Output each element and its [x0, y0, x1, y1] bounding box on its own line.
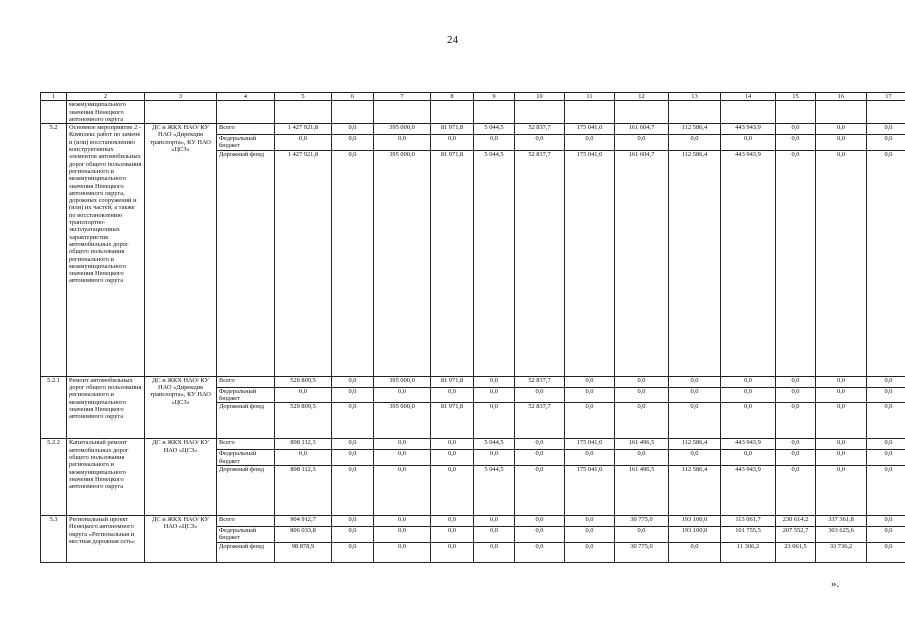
amount-cell: 5 044,5 [474, 150, 515, 376]
amount-cell: 0,0 [816, 465, 867, 515]
amount-cell: 0,0 [816, 450, 867, 466]
amount-cell: 0,0 [565, 450, 615, 466]
funding-source-cell: Федеральный бюджет [217, 387, 275, 403]
amount-cell: 30 775,0 [615, 515, 669, 526]
table-body [41, 93, 905, 563]
column-number-header: 2 [67, 93, 145, 101]
amount-cell: 0,0 [776, 439, 816, 450]
amount-cell: 81 971,8 [431, 403, 474, 439]
funding-source-cell: Дорожный фонд [217, 150, 275, 376]
continuation-code-cell [41, 101, 67, 124]
amount-cell: 175 041,0 [565, 124, 615, 135]
amount-cell: 0,0 [721, 403, 776, 439]
amount-cell: 395 000,0 [374, 376, 431, 387]
amount-cell: 0,0 [515, 439, 565, 450]
funding-source-cell: Дорожный фонд [217, 465, 275, 515]
amount-cell: 0,0 [776, 465, 816, 515]
item-name-cell: Ремонт автомобильных дорог общего пользования регионального и межмуниципального значения Ненецкого автономного округа [67, 376, 145, 439]
item-name-cell: Региональный проект Ненецкого автономного округа «Региональная и местная дорожная сеть» [67, 515, 145, 562]
column-number-header: 10 [515, 93, 565, 101]
amount-cell: 0,0 [565, 515, 615, 526]
amount-cell: 0,0 [776, 376, 816, 387]
item-name-cell: Капитальный ремонт автомобильных дорог общего пользования регионального и межмуниципального значения Ненецкого автономного округа [67, 439, 145, 516]
amount-cell: 395 000,0 [374, 124, 431, 135]
funding-source-cell: Всего [217, 515, 275, 526]
amount-cell: 0,0 [816, 387, 867, 403]
column-number-header: 16 [816, 93, 867, 101]
continuation-row [41, 101, 905, 124]
amount-cell: 0,0 [474, 515, 515, 526]
amount-cell: 0,0 [431, 542, 474, 562]
item-code-cell: 5.2 [41, 124, 67, 377]
amount-cell: 0,0 [474, 450, 515, 466]
amount-cell: 207 552,7 [776, 526, 816, 542]
amount-cell: 0,0 [332, 403, 374, 439]
column-number-header: 17 [867, 93, 905, 101]
amount-cell: 0,0 [275, 450, 332, 466]
amount-cell: 0,0 [867, 515, 905, 526]
amount-cell: 0,0 [565, 387, 615, 403]
amount-cell: 52 837,7 [515, 403, 565, 439]
amount-cell: 0,0 [374, 450, 431, 466]
amount-cell: 0,0 [867, 542, 905, 562]
amount-cell: 113 061,7 [721, 515, 776, 526]
column-number-header: 14 [721, 93, 776, 101]
amount-cell: 112 586,4 [669, 124, 721, 135]
amount-cell: 0,0 [332, 376, 374, 387]
amount-cell: 23 061,5 [776, 542, 816, 562]
funding-source-cell: Всего [217, 124, 275, 135]
amount-cell: 1 427 921,8 [275, 124, 332, 135]
amount-cell: 0,0 [474, 403, 515, 439]
amount-cell: 52 837,7 [515, 124, 565, 135]
amount-cell: 0,0 [721, 376, 776, 387]
amount-cell: 11 306,2 [721, 542, 776, 562]
amount-cell: 0,0 [867, 403, 905, 439]
executor-cell: ДС и ЖКХ НАО/ КУ НАО «Дирекция транспорта», КУ НАО «ЦСЗ» [145, 124, 217, 377]
continuation-name-cell: межмуниципального значения Ненецкого автономного округа [67, 101, 145, 124]
amount-cell: 0,0 [867, 465, 905, 515]
amount-cell: 0,0 [374, 387, 431, 403]
amount-cell: 0,0 [867, 526, 905, 542]
executor-cell: ДС и ЖКХ НАО/ КУ НАО «Дирекция транспорта», КУ НАО «ЦСЗ» [145, 376, 217, 439]
amount-cell: 0,0 [721, 135, 776, 151]
column-number-header: 4 [217, 93, 275, 101]
column-number-header: 13 [669, 93, 721, 101]
amount-cell: 0,0 [474, 376, 515, 387]
amount-cell: 0,0 [332, 439, 374, 450]
amount-cell: 0,0 [332, 450, 374, 466]
amount-cell: 52 837,7 [515, 150, 565, 376]
amount-cell: 5 044,5 [474, 465, 515, 515]
funding-source-cell: Федеральный бюджет [217, 450, 275, 466]
amount-cell: 303 625,6 [816, 526, 867, 542]
amount-cell: 0,0 [515, 135, 565, 151]
amount-cell: 898 112,3 [275, 439, 332, 450]
amount-cell: 0,0 [565, 542, 615, 562]
column-number-header: 9 [474, 93, 515, 101]
amount-cell: 81 971,8 [431, 124, 474, 135]
amount-cell: 0,0 [515, 465, 565, 515]
table-row [41, 439, 905, 450]
amount-cell: 443 943,9 [721, 465, 776, 515]
amount-cell: 0,0 [776, 135, 816, 151]
table-row [41, 515, 905, 526]
amount-cell: 0,0 [565, 403, 615, 439]
amount-cell: 0,0 [474, 526, 515, 542]
amount-cell: 0,0 [474, 542, 515, 562]
amount-cell: 112 586,4 [669, 439, 721, 450]
amount-cell: 0,0 [816, 150, 867, 376]
amount-cell: 0,0 [816, 439, 867, 450]
amount-cell: 0,0 [776, 124, 816, 135]
amount-cell: 33 736,2 [816, 542, 867, 562]
amount-cell: 0,0 [431, 387, 474, 403]
item-code-cell: 5.2.2 [41, 439, 67, 516]
amount-cell: 0,0 [374, 465, 431, 515]
funding-source-cell: Всего [217, 376, 275, 387]
amount-cell: 806 033,8 [275, 526, 332, 542]
amount-cell: 0,0 [474, 135, 515, 151]
amount-cell: 0,0 [332, 387, 374, 403]
amount-cell: 0,0 [776, 150, 816, 376]
column-number-header: 8 [431, 93, 474, 101]
amount-cell: 175 041,0 [565, 465, 615, 515]
amount-cell: 0,0 [615, 450, 669, 466]
amount-cell: 0,0 [332, 526, 374, 542]
column-number-header: 7 [374, 93, 431, 101]
program-funding-table [40, 92, 905, 563]
amount-cell: 161 604,7 [615, 150, 669, 376]
amount-cell: 443 943,9 [721, 150, 776, 376]
amount-cell: 5 044,5 [474, 124, 515, 135]
column-number-header: 1 [41, 93, 67, 101]
amount-cell: 0,0 [431, 465, 474, 515]
amount-cell: 81 971,8 [431, 376, 474, 387]
amount-cell: 0,0 [721, 450, 776, 466]
amount-cell: 0,0 [332, 465, 374, 515]
page-number: 24 [447, 34, 458, 46]
amount-cell: 161 604,7 [615, 124, 669, 135]
amount-cell: 0,0 [669, 403, 721, 439]
amount-cell: 0,0 [515, 526, 565, 542]
amount-cell: 0,0 [615, 376, 669, 387]
amount-cell: 0,0 [565, 526, 615, 542]
amount-cell: 0,0 [431, 135, 474, 151]
amount-cell: 230 614,2 [776, 515, 816, 526]
amount-cell: 0,0 [816, 376, 867, 387]
amount-cell: 395 000,0 [374, 150, 431, 376]
amount-cell: 0,0 [615, 403, 669, 439]
amount-cell: 98 878,9 [275, 542, 332, 562]
executor-cell: ДС и ЖКХ НАО/ КУ НАО «ЦСЗ» [145, 515, 217, 562]
amount-cell: 0,0 [669, 542, 721, 562]
amount-cell: 0,0 [816, 403, 867, 439]
amount-cell: 0,0 [332, 124, 374, 135]
amount-cell: 0,0 [515, 542, 565, 562]
amount-cell: 0,0 [867, 450, 905, 466]
amount-cell: 0,0 [332, 515, 374, 526]
amount-cell: 0,0 [669, 376, 721, 387]
amount-cell: 898 112,3 [275, 465, 332, 515]
item-code-cell: 5.3 [41, 515, 67, 562]
amount-cell: 0,0 [374, 542, 431, 562]
amount-cell: 0,0 [332, 150, 374, 376]
funding-source-cell: Дорожный фонд [217, 403, 275, 439]
amount-cell: 0,0 [867, 135, 905, 151]
amount-cell: 0,0 [721, 387, 776, 403]
item-name-cell: Основное мероприятие 2 - Комплекс работ по замене и (или) восстановлению конструктивных элементов автомобильных дорог общего пользования регионального и межмуниципального значения Ненецкого автономного округа, дорожных сооружений и (или) их частей, а также по восстановлению транспортно-эксплуатационных характеристик автомобильных дорог общего пользования регионального и межмуниципального значения Ненецкого автономного округа [67, 124, 145, 377]
table-row [41, 376, 905, 387]
amount-cell: 0,0 [615, 526, 669, 542]
amount-cell: 112 586,4 [669, 465, 721, 515]
amount-cell: 0,0 [474, 387, 515, 403]
amount-cell: 193 100,0 [669, 526, 721, 542]
amount-cell: 0,0 [565, 135, 615, 151]
amount-cell: 0,0 [431, 515, 474, 526]
amount-cell: 0,0 [867, 439, 905, 450]
amount-cell: 0,0 [374, 515, 431, 526]
amount-cell: 112 586,4 [669, 150, 721, 376]
column-number-header: 5 [275, 93, 332, 101]
amount-cell: 0,0 [776, 387, 816, 403]
amount-cell: 175 041,0 [565, 150, 615, 376]
column-number-header: 11 [565, 93, 615, 101]
amount-cell: 0,0 [515, 450, 565, 466]
amount-cell: 0,0 [431, 439, 474, 450]
amount-cell: 0,0 [565, 376, 615, 387]
amount-cell: 0,0 [332, 135, 374, 151]
amount-cell: 0,0 [275, 387, 332, 403]
amount-cell: 52 837,7 [515, 376, 565, 387]
amount-cell: 0,0 [867, 124, 905, 135]
amount-cell: 5 044,5 [474, 439, 515, 450]
amount-cell: 0,0 [374, 526, 431, 542]
amount-cell: 0,0 [776, 403, 816, 439]
amount-cell: 0,0 [776, 450, 816, 466]
amount-cell: 0,0 [816, 124, 867, 135]
amount-cell: 0,0 [515, 387, 565, 403]
funding-source-cell: Федеральный бюджет [217, 526, 275, 542]
amount-cell: 0,0 [275, 135, 332, 151]
executor-cell: ДС и ЖКХ НАО/ КУ НАО «ЦСЗ» [145, 439, 217, 516]
amount-cell: 337 361,8 [816, 515, 867, 526]
amount-cell: 443 943,9 [721, 439, 776, 450]
amount-cell: 0,0 [431, 526, 474, 542]
amount-cell: 101 755,5 [721, 526, 776, 542]
amount-cell: 0,0 [669, 135, 721, 151]
column-number-header: 12 [615, 93, 669, 101]
amount-cell: 443 943,9 [721, 124, 776, 135]
amount-cell: 0,0 [374, 135, 431, 151]
column-number-header: 3 [145, 93, 217, 101]
table-row [41, 124, 905, 135]
amount-cell: 0,0 [867, 387, 905, 403]
amount-cell: 0,0 [332, 542, 374, 562]
amount-cell: 0,0 [615, 387, 669, 403]
amount-cell: 0,0 [515, 515, 565, 526]
amount-cell: 904 912,7 [275, 515, 332, 526]
amount-cell: 0,0 [669, 387, 721, 403]
amount-cell: 0,0 [374, 439, 431, 450]
amount-cell: 161 496,5 [615, 439, 669, 450]
amount-cell: 0,0 [867, 376, 905, 387]
amount-cell: 0,0 [615, 135, 669, 151]
funding-source-cell: Всего [217, 439, 275, 450]
amount-cell: 193 100,0 [669, 515, 721, 526]
amount-cell: 1 427 921,8 [275, 150, 332, 376]
column-number-header: 15 [776, 93, 816, 101]
amount-cell: 529 809,5 [275, 403, 332, 439]
item-code-cell: 5.2.1 [41, 376, 67, 439]
amount-cell: 0,0 [431, 450, 474, 466]
closing-quote-mark: ». [831, 578, 840, 590]
column-number-header: 6 [332, 93, 374, 101]
amount-cell: 30 775,0 [615, 542, 669, 562]
column-number-row [41, 93, 905, 101]
amount-cell: 161 496,5 [615, 465, 669, 515]
amount-cell: 175 041,0 [565, 439, 615, 450]
amount-cell: 81 971,8 [431, 150, 474, 376]
amount-cell: 0,0 [816, 135, 867, 151]
funding-source-cell: Дорожный фонд [217, 542, 275, 562]
amount-cell: 395 000,0 [374, 403, 431, 439]
funding-source-cell: Федеральный бюджет [217, 135, 275, 151]
amount-cell: 0,0 [669, 450, 721, 466]
amount-cell: 529 809,5 [275, 376, 332, 387]
amount-cell: 0,0 [867, 150, 905, 376]
